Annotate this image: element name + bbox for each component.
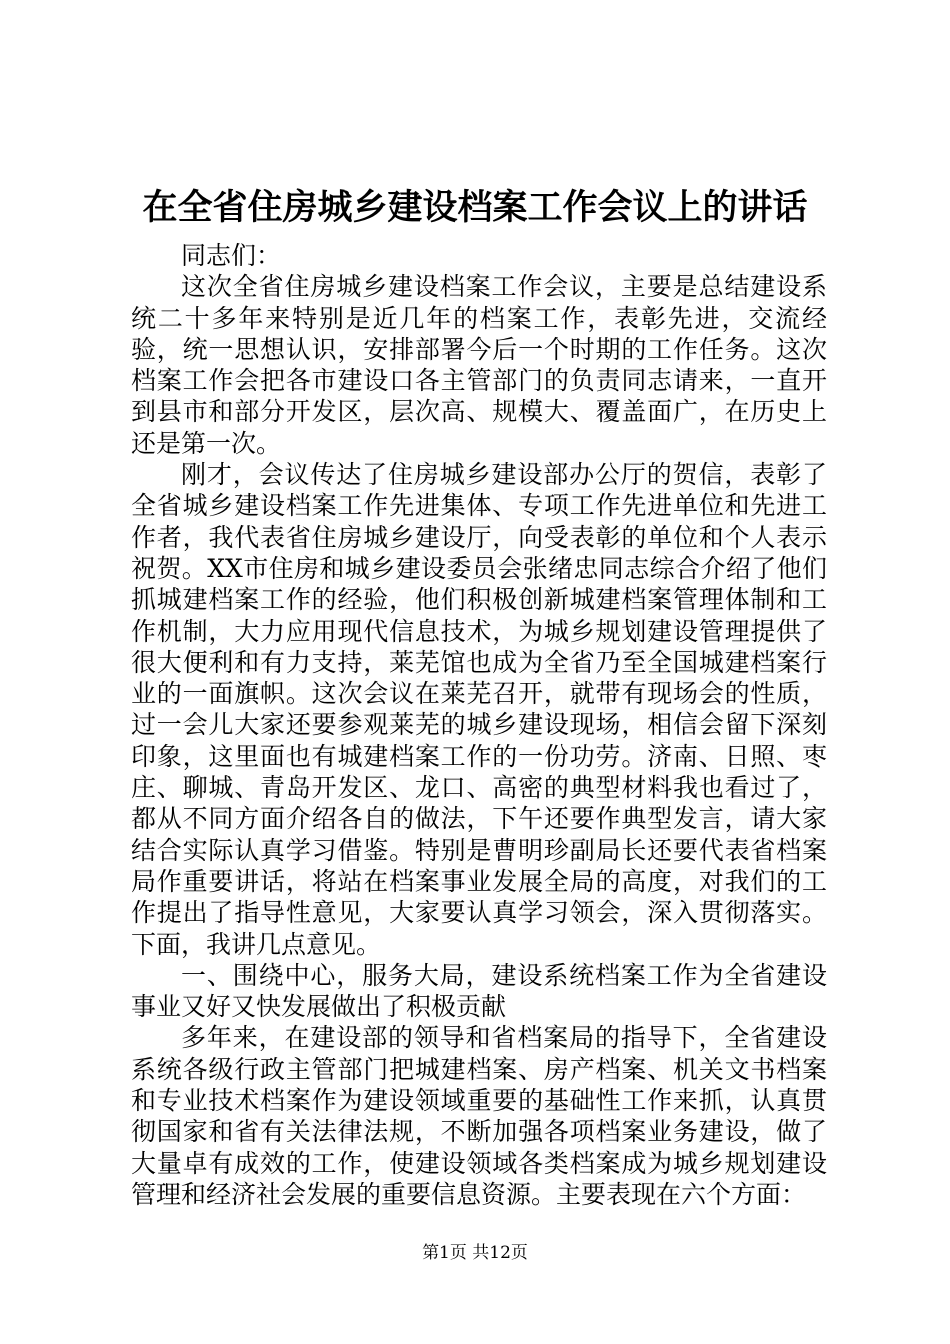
page-number-footer: 第1页 共12页 [422, 1243, 528, 1263]
document-title: 在全省住房城乡建设档案工作会议上的讲话 [142, 187, 808, 228]
body-paragraph: 这次全省住房城乡建设档案工作会议，主要是总结建设系统二十多年来特别是近几年的档案工作，表彰先进，交流经验，统一思想认识，安排部署今后一个时期的工作任务。这次档案工作会把各市建设口各主管部门的负责同志请来，一直开到县市和部分开发区，层次高、规模大、覆盖面广，在历史上还是第一次。 [131, 272, 827, 458]
document-body [131, 240, 827, 1210]
section-heading: 一、围绕中心，服务大局，建设系统档案工作为全省建设事业又好又快发展做出了积极贡献 [131, 960, 827, 1022]
body-paragraph: 多年来，在建设部的领导和省档案局的指导下，全省建设系统各级行政主管部门把城建档案、房产档案、机关文书档案和专业技术档案作为建设领域重要的基础性工作来抓，认真贯彻国家和省有关法律法规，不断加强各项档案业务建设，做了大量卓有成效的工作，使建设领域各类档案成为城乡规划建设管理和经济社会发展的重要信息资源。主要表现在六个方面： [131, 1023, 827, 1209]
salutation-paragraph: 同志们： [181, 241, 282, 270]
body-paragraph: 刚才，会议传达了住房城乡建设部办公厅的贺信，表彰了全省城乡建设档案工作先进集体、专项工作先进单位和先进工作者，我代表省住房城乡建设厅，向受表彰的单位和个人表示祝贺。XX市住房和城乡建设委员会张绪忠同志综合介绍了他们抓城建档案工作的经验，他们积极创新城建档案管理体制和工作机制，大力应用现代信息技术，为城乡规划建设管理提供了很大便利和有力支持，莱芜馆也成为全省乃至全国城建档案行业的一面旗帜。这次会议在莱芜召开，就带有现场会的性质，过一会儿大家还要参观莱芜的城乡建设现场，相信会留下深刻印象，这里面也有城建档案工作的一份功劳。济南、日照、枣庄、聊城、青岛开发区、龙口、高密的典型材料我也看过了，都从不同方面介绍各自的做法，下午还要作典型发言，请大家结合实际认真学习借鉴。特别是曹明珍副局长还要代表省档案局作重要讲话，将站在档案事业发展全局的高度，对我们的工作提出了指导性意见，大家要认真学习领会，深入贯彻落实。下面，我讲几点意见。 [131, 460, 827, 959]
